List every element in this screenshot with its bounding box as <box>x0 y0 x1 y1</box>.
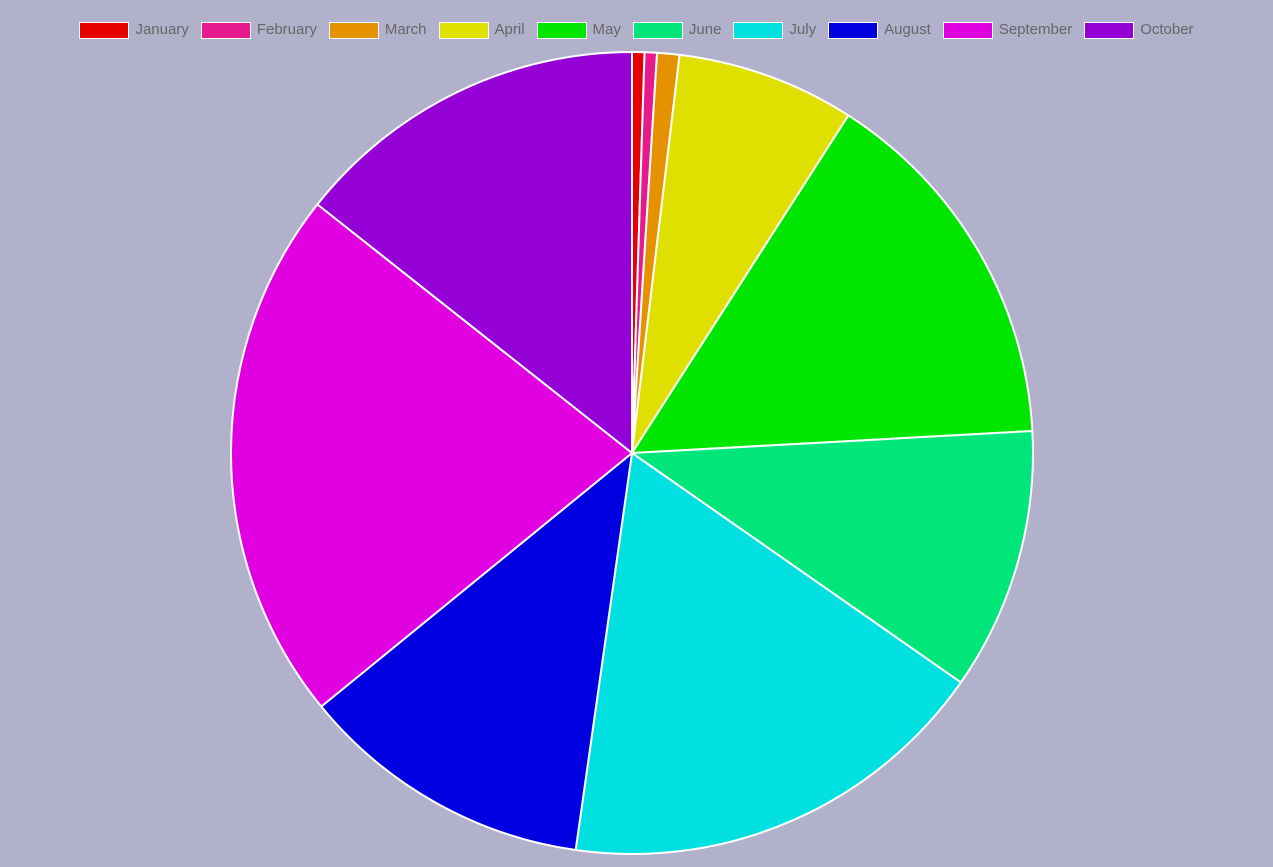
legend-label: April <box>494 21 525 38</box>
legend-label: March <box>384 21 427 38</box>
legend-label: January <box>135 21 189 38</box>
legend-label: February <box>256 21 317 38</box>
legend-label: October <box>1140 21 1194 38</box>
legend-label: May <box>592 21 621 38</box>
legend-label: June <box>688 21 722 38</box>
legend-label: July <box>789 21 817 38</box>
legend-label: August <box>884 21 931 38</box>
legend-label: September <box>998 21 1073 38</box>
